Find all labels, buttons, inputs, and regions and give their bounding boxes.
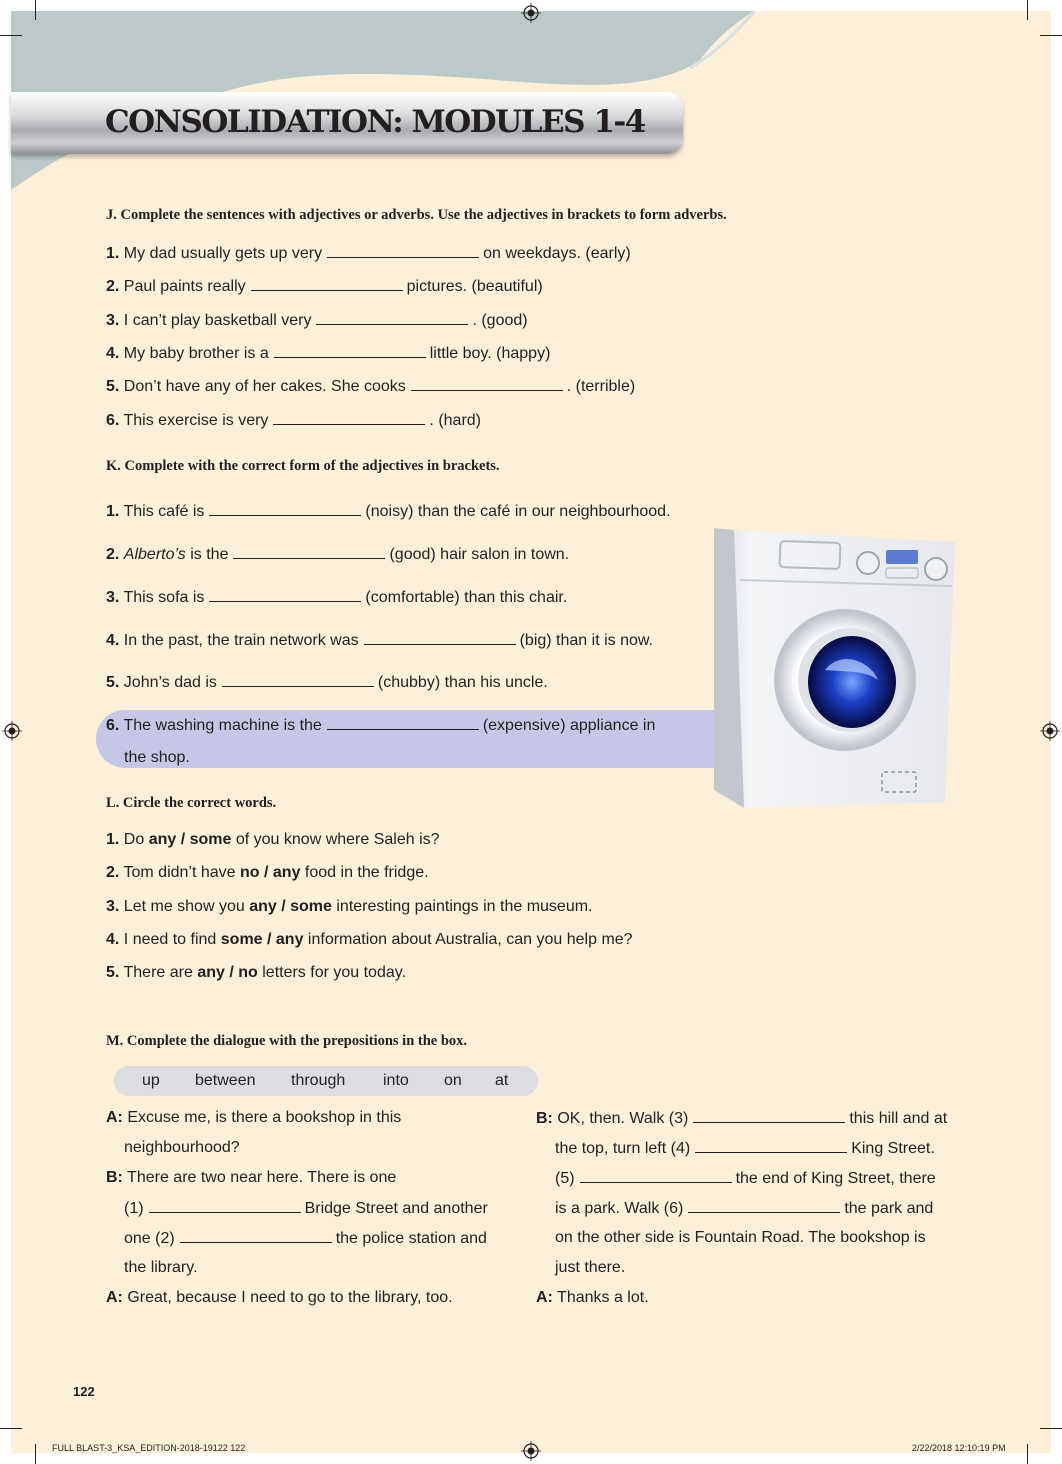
crop-mark: [0, 1428, 22, 1429]
word-box-item: up: [142, 1072, 160, 1089]
registration-mark-icon: [521, 1441, 541, 1461]
dialogue-line: the top, turn left (4) King Street.: [555, 1140, 935, 1157]
crop-mark: [35, 1444, 36, 1464]
section-m-instruction: M. Complete the dialogue with the prepositions in the box.: [106, 1033, 468, 1049]
dialogue-line: A: Excuse me, is there a bookshop in this: [106, 1109, 402, 1126]
dialogue-line: A: Great, because I need to go to the library, too.: [106, 1289, 453, 1306]
registration-mark-icon: [521, 3, 541, 23]
answer-blank[interactable]: [209, 587, 361, 602]
dialogue-line: B: There are two near here. There is one: [106, 1169, 397, 1186]
dialogue-line: neighbourhood?: [124, 1139, 240, 1156]
answer-blank[interactable]: [327, 243, 479, 258]
page-number: 122: [73, 1384, 95, 1399]
section-k-instruction: K. Complete with the correct form of the adjectives in brackets.: [106, 458, 500, 474]
l-item-3: 3. Let me show you any / some interesting paintings in the museum.: [106, 898, 593, 915]
answer-blank[interactable]: [695, 1138, 847, 1153]
answer-blank[interactable]: [149, 1198, 301, 1213]
registration-mark-icon: [1040, 721, 1060, 741]
dialogue-line: A: Thanks a lot.: [536, 1289, 649, 1306]
washing-machine-illustration: [700, 520, 970, 820]
footer-file-info: FULL BLAST-3_KSA_EDITION-2018-19122 122: [52, 1443, 246, 1453]
answer-blank[interactable]: [209, 501, 361, 516]
word-box-item: between: [195, 1072, 256, 1089]
crop-mark: [1040, 1428, 1062, 1429]
crop-mark: [1027, 1444, 1028, 1464]
answer-blank[interactable]: [688, 1198, 840, 1213]
dialogue-line: is a park. Walk (6) the park and: [555, 1200, 934, 1217]
l-item-5: 5. There are any / no letters for you today.: [106, 964, 407, 981]
word-choice[interactable]: any / no: [197, 964, 258, 981]
j-item-6: 6. This exercise is very . (hard): [106, 412, 481, 429]
answer-blank[interactable]: [580, 1168, 732, 1183]
l-item-4: 4. I need to find some / any information about Australia, can you help me?: [106, 931, 633, 948]
dialogue-line: (5) the end of King Street, there: [555, 1170, 936, 1187]
page-title: CONSOLIDATION: MODULES 1-4: [105, 104, 645, 140]
k-item-6-continuation: the shop.: [124, 749, 190, 766]
dialogue-line: on the other side is Fountain Road. The bookshop is: [555, 1229, 926, 1246]
answer-blank[interactable]: [364, 630, 516, 645]
answer-blank[interactable]: [316, 310, 468, 325]
footer-timestamp: 2/22/2018 12:10:19 PM: [912, 1443, 1006, 1453]
j-item-5: 5. Don’t have any of her cakes. She cooks . (terrible): [106, 378, 636, 395]
crop-mark: [1040, 35, 1062, 36]
answer-blank[interactable]: [273, 410, 425, 425]
crop-mark: [35, 0, 36, 20]
k-item-1: 1. This café is (noisy) than the café in our neighbourhood.: [106, 503, 671, 520]
word-box-item: through: [291, 1072, 346, 1089]
l-item-1: 1. Do any / some of you know where Saleh is?: [106, 831, 440, 848]
k-item-4: 4. In the past, the train network was (big) than it is now.: [106, 632, 653, 649]
answer-blank[interactable]: [274, 343, 426, 358]
k-item-5: 5. John’s dad is (chubby) than his uncle.: [106, 674, 548, 691]
answer-blank[interactable]: [327, 715, 479, 730]
crop-mark: [0, 35, 22, 36]
answer-blank[interactable]: [251, 276, 403, 291]
answer-blank[interactable]: [180, 1228, 332, 1243]
word-box-item: on: [444, 1072, 462, 1089]
j-item-4: 4. My baby brother is a little boy. (happy): [106, 345, 551, 362]
dialogue-line: just there.: [555, 1259, 626, 1276]
j-item-3: 3. I can’t play basketball very . (good): [106, 312, 528, 329]
k-item-6: 6. The washing machine is the (expensive) appliance in: [106, 717, 656, 734]
crop-mark: [1027, 0, 1028, 20]
dialogue-line: B: OK, then. Walk (3) this hill and at: [536, 1110, 948, 1127]
k-item-2: 2. Alberto’s is the (good) hair salon in town.: [106, 546, 570, 563]
answer-blank[interactable]: [693, 1108, 845, 1123]
j-item-2: 2. Paul paints really pictures. (beautiful): [106, 278, 543, 295]
dialogue-line: (1) Bridge Street and another: [124, 1200, 488, 1217]
section-l-instruction: L. Circle the correct words.: [106, 795, 277, 811]
word-choice[interactable]: no / any: [240, 864, 301, 881]
l-item-2: 2. Tom didn’t have no / any food in the fridge.: [106, 864, 429, 881]
dialogue-line: one (2) the police station and: [124, 1230, 487, 1247]
word-box-item: at: [495, 1072, 509, 1089]
word-box-item: into: [383, 1072, 409, 1089]
section-j-instruction: J. Complete the sentences with adjectives or adverbs. Use the adjectives in brackets to form adverbs.: [106, 207, 727, 223]
answer-blank[interactable]: [411, 376, 563, 391]
word-choice[interactable]: any / some: [249, 898, 332, 915]
word-choice[interactable]: some / any: [220, 931, 304, 948]
k-item-3: 3. This sofa is (comfortable) than this chair.: [106, 589, 568, 606]
answer-blank[interactable]: [222, 672, 374, 687]
answer-blank[interactable]: [233, 544, 385, 559]
dialogue-line: the library.: [124, 1259, 198, 1276]
registration-mark-icon: [2, 721, 22, 741]
word-choice[interactable]: any / some: [148, 831, 232, 848]
j-item-1: 1. My dad usually gets up very on weekdays. (early): [106, 245, 631, 262]
